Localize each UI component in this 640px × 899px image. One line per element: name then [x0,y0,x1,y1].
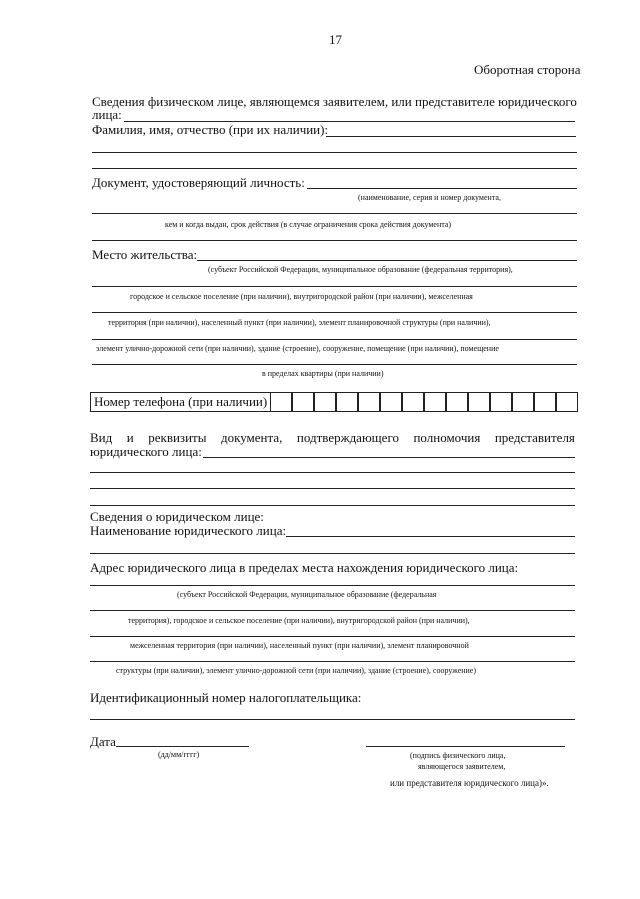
residence-entry-line-3[interactable] [92,312,577,313]
address-hint-2: территория), городское и сельское поселение (при наличии), внутригородской район (при наличии), [128,616,470,625]
date-hint: (дд/мм/гггг) [158,750,200,759]
signature-entry-line[interactable] [366,746,565,747]
document-label: Документ, удостоверяющий личность: [92,175,305,190]
authority-entry-line-3[interactable] [90,488,575,489]
authority-word: представителя [494,430,575,445]
address-hint-3: межселенная территория (при наличии), населенный пункт (при наличии), элемент планировочной [130,641,469,650]
page-number: 17 [329,32,342,47]
residence-hint-4: элемент улично-дорожной сети (при наличии), здание (строение), сооружение, помещение (при наличии), помещение [96,344,499,353]
date-label: Дата [90,734,116,749]
legal-entity-name-line-2[interactable] [90,553,575,554]
signature-hint-3: или представителя юридического лица)». [390,778,549,788]
applicant-heading: Сведения физическом лице, являющемся заявителем, или представителе юридического [92,94,577,109]
document-hint-1: (наименование, серия и номер документа, [358,193,501,202]
signature-hint-2: являющегося заявителем, [418,762,506,771]
applicant-heading-cont: лица: [92,107,122,122]
legal-entity-name-label: Наименование юридического лица: [90,523,287,538]
authority-entry-line[interactable] [203,457,575,458]
document-entry-line-3[interactable] [92,240,577,241]
authority-heading-cont: юридического лица: [90,444,202,459]
authority-word: подтверждающего [296,430,399,445]
address-hint-4: структуры (при наличии), элемент улично-дорожной сети (при наличии), здание (строение), сооружение) [116,666,477,675]
residence-hint-5: в пределах квартиры (при наличии) [262,369,384,378]
phone-digit-cell[interactable] [270,392,292,412]
phone-digit-cell[interactable] [534,392,556,412]
phone-digit-cell[interactable] [512,392,534,412]
address-entry-line[interactable] [90,585,575,586]
signature-hint-1: (подпись физического лица, [410,751,506,760]
date-entry-line[interactable] [116,746,249,747]
fio-entry-line-2[interactable] [92,152,577,153]
authority-entry-line-2[interactable] [90,472,575,473]
address-hint-1: (субъект Российской Федерации, муниципальное образование (федеральная [177,590,437,599]
phone-digit-cell[interactable] [358,392,380,412]
residence-entry-line-5[interactable] [92,364,577,365]
address-entry-line-3[interactable] [90,636,575,637]
legal-entity-heading: Сведения о юридическом лице: [90,509,264,524]
residence-label: Место жительства: [92,247,198,262]
residence-entry-line-2[interactable] [92,286,577,287]
fio-label: Фамилия, имя, отчество (при их наличии): [92,122,329,137]
authority-word: документа, [220,430,283,445]
phone-digit-cell[interactable] [292,392,314,412]
phone-digit-cell[interactable] [446,392,468,412]
address-entry-line-4[interactable] [90,661,575,662]
phone-label: Номер телефона (при наличии) [90,392,270,412]
phone-digit-cell[interactable] [336,392,358,412]
authority-entry-line-4[interactable] [90,505,575,506]
residence-entry-line[interactable] [197,260,577,261]
residence-hint-1: (субъект Российской Федерации, муниципальное образование (федеральная территория), [208,265,513,274]
inn-entry-line[interactable] [90,719,575,720]
address-label: Адрес юридического лица в пределах места нахождения юридического лица: [90,560,519,575]
document-entry-line-2[interactable] [92,213,577,214]
fio-entry-line-3[interactable] [92,168,577,169]
authority-word: реквизиты [148,430,207,445]
authority-word: Вид [90,430,113,445]
inn-label: Идентификационный номер налогоплательщика: [90,690,362,705]
residence-hint-3: территория (при наличии), населенный пункт (при наличии), элемент планировочной структуры (при наличии), [108,318,491,327]
residence-hint-2: городское и сельское поселение (при наличии), внутригородской район (при наличии), межселенная [130,292,473,301]
phone-box [90,392,547,412]
phone-cells [270,392,578,412]
legal-entity-name-line[interactable] [286,536,575,537]
side-label: Оборотная сторона [474,62,581,77]
document-hint-2: кем и когда выдан, срок действия (в случае ограничения срока действия документа) [165,220,452,229]
phone-digit-cell[interactable] [468,392,490,412]
phone-digit-cell[interactable] [402,392,424,412]
authority-word: и [126,430,134,445]
fio-entry-line[interactable] [326,136,576,137]
phone-digit-cell[interactable] [314,392,336,412]
phone-digit-cell[interactable] [556,392,578,412]
document-entry-line[interactable] [307,188,577,189]
address-entry-line-2[interactable] [90,610,575,611]
authority-word: полномочия [413,430,481,445]
phone-digit-cell[interactable] [490,392,512,412]
residence-entry-line-4[interactable] [92,339,577,340]
phone-digit-cell[interactable] [424,392,446,412]
phone-digit-cell[interactable] [380,392,402,412]
